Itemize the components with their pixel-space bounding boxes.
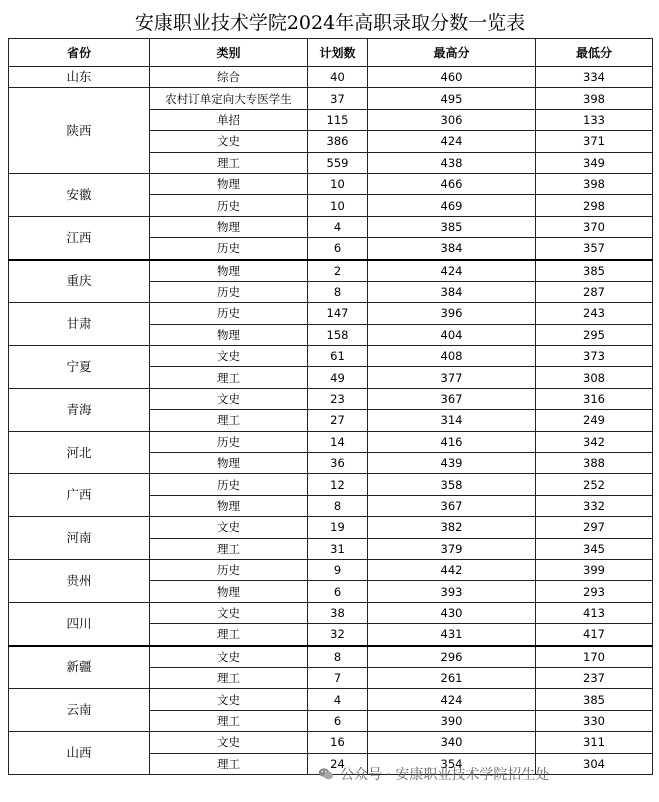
max-score-cell: 384 xyxy=(368,238,536,260)
plan-count-cell: 6 xyxy=(308,581,368,602)
table-row xyxy=(9,559,653,580)
province-cell: 山西 xyxy=(9,732,150,775)
category-cell: 理工 xyxy=(150,753,308,774)
min-score-cell: 298 xyxy=(536,195,653,216)
min-score-cell: 316 xyxy=(536,388,653,409)
min-score-cell: 388 xyxy=(536,453,653,474)
province-cell: 江西 xyxy=(9,216,150,259)
min-score-cell: 349 xyxy=(536,152,653,173)
max-score-cell: 306 xyxy=(368,109,536,130)
min-score-cell: 287 xyxy=(536,281,653,302)
plan-count-cell: 12 xyxy=(308,474,368,495)
province-cell: 四川 xyxy=(9,602,150,645)
table-body xyxy=(9,67,653,775)
min-score-cell: 398 xyxy=(536,173,653,194)
plan-count-cell: 7 xyxy=(308,667,368,688)
table-row xyxy=(9,517,653,538)
table-row xyxy=(9,732,653,753)
max-score-cell: 408 xyxy=(368,346,536,367)
table-row xyxy=(9,88,653,109)
min-score-cell: 311 xyxy=(536,732,653,753)
max-score-cell: 396 xyxy=(368,303,536,324)
table-row xyxy=(9,474,653,495)
max-score-cell: 424 xyxy=(368,260,536,282)
min-score-cell: 370 xyxy=(536,216,653,237)
province-cell: 山东 xyxy=(9,67,150,88)
plan-count-cell: 4 xyxy=(308,689,368,710)
page-title: 安康职业技术学院2024年高职录取分数一览表 xyxy=(134,12,526,34)
min-score-cell: 371 xyxy=(536,131,653,152)
max-score-cell: 382 xyxy=(368,517,536,538)
category-cell: 文史 xyxy=(150,732,308,753)
plan-count-cell: 8 xyxy=(308,495,368,516)
wechat-icon xyxy=(318,766,334,782)
category-cell: 物理 xyxy=(150,173,308,194)
max-score-cell: 296 xyxy=(368,646,536,668)
max-score-cell: 340 xyxy=(368,732,536,753)
province-cell: 河南 xyxy=(9,517,150,560)
plan-count-cell: 2 xyxy=(308,260,368,282)
table-row xyxy=(9,431,653,452)
category-cell: 单招 xyxy=(150,109,308,130)
min-score-cell: 334 xyxy=(536,67,653,88)
max-score-cell: 384 xyxy=(368,281,536,302)
province-cell: 陕西 xyxy=(9,88,150,174)
plan-count-cell: 31 xyxy=(308,538,368,559)
plan-count-cell: 14 xyxy=(308,431,368,452)
min-score-cell: 249 xyxy=(536,410,653,431)
category-cell: 理工 xyxy=(150,667,308,688)
category-cell: 文史 xyxy=(150,689,308,710)
min-score-cell: 385 xyxy=(536,689,653,710)
max-score-cell: 469 xyxy=(368,195,536,216)
category-cell: 物理 xyxy=(150,581,308,602)
table-row xyxy=(9,602,653,623)
table-row xyxy=(9,216,653,237)
category-cell: 理工 xyxy=(150,152,308,173)
category-cell: 综合 xyxy=(150,67,308,88)
plan-count-cell: 40 xyxy=(308,67,368,88)
province-cell: 新疆 xyxy=(9,646,150,689)
province-cell: 安徽 xyxy=(9,173,150,216)
table-row xyxy=(9,646,653,668)
min-score-cell: 385 xyxy=(536,260,653,282)
category-cell: 历史 xyxy=(150,281,308,302)
plan-count-cell: 8 xyxy=(308,281,368,302)
category-cell: 文史 xyxy=(150,346,308,367)
min-score-cell: 330 xyxy=(536,710,653,731)
max-score-cell: 442 xyxy=(368,559,536,580)
max-score-cell: 439 xyxy=(368,453,536,474)
table-row xyxy=(9,689,653,710)
min-score-cell: 332 xyxy=(536,495,653,516)
plan-count-cell: 61 xyxy=(308,346,368,367)
plan-count-cell: 24 xyxy=(308,753,368,774)
plan-count-cell: 147 xyxy=(308,303,368,324)
category-cell: 物理 xyxy=(150,216,308,237)
plan-count-cell: 38 xyxy=(308,602,368,623)
min-score-cell: 399 xyxy=(536,559,653,580)
min-score-cell: 345 xyxy=(536,538,653,559)
score-table xyxy=(8,38,653,775)
plan-count-cell: 9 xyxy=(308,559,368,580)
province-cell: 青海 xyxy=(9,388,150,431)
table-row xyxy=(9,303,653,324)
min-score-cell: 342 xyxy=(536,431,653,452)
category-cell: 历史 xyxy=(150,303,308,324)
max-score-cell: 431 xyxy=(368,624,536,646)
province-cell: 宁夏 xyxy=(9,346,150,389)
category-cell: 文史 xyxy=(150,388,308,409)
province-cell: 贵州 xyxy=(9,559,150,602)
header-max-score: 最高分 xyxy=(368,39,536,67)
table-row xyxy=(9,346,653,367)
plan-count-cell: 6 xyxy=(308,238,368,260)
max-score-cell: 404 xyxy=(368,324,536,345)
min-score-cell: 295 xyxy=(536,324,653,345)
plan-count-cell: 559 xyxy=(308,152,368,173)
plan-count-cell: 386 xyxy=(308,131,368,152)
min-score-cell: 297 xyxy=(536,517,653,538)
category-cell: 物理 xyxy=(150,495,308,516)
category-cell: 文史 xyxy=(150,517,308,538)
province-cell: 重庆 xyxy=(9,260,150,303)
watermark-text: 公众号 · 安康职业技术学院招生处 xyxy=(340,767,550,783)
category-cell: 文史 xyxy=(150,131,308,152)
plan-count-cell: 4 xyxy=(308,216,368,237)
table-header-row xyxy=(9,39,653,67)
plan-count-cell: 16 xyxy=(308,732,368,753)
max-score-cell: 358 xyxy=(368,474,536,495)
province-cell: 云南 xyxy=(9,689,150,732)
category-cell: 历史 xyxy=(150,195,308,216)
plan-count-cell: 8 xyxy=(308,646,368,668)
category-cell: 农村订单定向大专医学生 xyxy=(150,88,308,109)
max-score-cell: 424 xyxy=(368,131,536,152)
category-cell: 物理 xyxy=(150,453,308,474)
plan-count-cell: 23 xyxy=(308,388,368,409)
plan-count-cell: 158 xyxy=(308,324,368,345)
plan-count-cell: 32 xyxy=(308,624,368,646)
min-score-cell: 398 xyxy=(536,88,653,109)
min-score-cell: 413 xyxy=(536,602,653,623)
table-row xyxy=(9,260,653,282)
min-score-cell: 252 xyxy=(536,474,653,495)
max-score-cell: 466 xyxy=(368,173,536,194)
min-score-cell: 373 xyxy=(536,346,653,367)
min-score-cell: 357 xyxy=(536,238,653,260)
max-score-cell: 430 xyxy=(368,602,536,623)
max-score-cell: 424 xyxy=(368,689,536,710)
plan-count-cell: 49 xyxy=(308,367,368,388)
plan-count-cell: 10 xyxy=(308,173,368,194)
min-score-cell: 308 xyxy=(536,367,653,388)
min-score-cell: 293 xyxy=(536,581,653,602)
min-score-cell: 304 xyxy=(536,753,653,774)
max-score-cell: 367 xyxy=(368,388,536,409)
plan-count-cell: 6 xyxy=(308,710,368,731)
plan-count-cell: 115 xyxy=(308,109,368,130)
category-cell: 文史 xyxy=(150,646,308,668)
table-row xyxy=(9,173,653,194)
plan-count-cell: 10 xyxy=(308,195,368,216)
watermark xyxy=(318,764,658,786)
max-score-cell: 354 xyxy=(368,753,536,774)
max-score-cell: 367 xyxy=(368,495,536,516)
max-score-cell: 438 xyxy=(368,152,536,173)
max-score-cell: 377 xyxy=(368,367,536,388)
category-cell: 理工 xyxy=(150,710,308,731)
header-plan: 计划数 xyxy=(308,39,368,67)
table-row xyxy=(9,67,653,88)
category-cell: 历史 xyxy=(150,559,308,580)
max-score-cell: 385 xyxy=(368,216,536,237)
min-score-cell: 133 xyxy=(536,109,653,130)
plan-count-cell: 36 xyxy=(308,453,368,474)
category-cell: 历史 xyxy=(150,431,308,452)
max-score-cell: 495 xyxy=(368,88,536,109)
plan-count-cell: 37 xyxy=(308,88,368,109)
table-row xyxy=(9,388,653,409)
header-category: 类别 xyxy=(150,39,308,67)
province-cell: 广西 xyxy=(9,474,150,517)
min-score-cell: 417 xyxy=(536,624,653,646)
plan-count-cell: 27 xyxy=(308,410,368,431)
province-cell: 甘肃 xyxy=(9,303,150,346)
province-cell: 河北 xyxy=(9,431,150,474)
category-cell: 理工 xyxy=(150,410,308,431)
category-cell: 文史 xyxy=(150,602,308,623)
category-cell: 理工 xyxy=(150,538,308,559)
min-score-cell: 237 xyxy=(536,667,653,688)
max-score-cell: 314 xyxy=(368,410,536,431)
max-score-cell: 390 xyxy=(368,710,536,731)
plan-count-cell: 19 xyxy=(308,517,368,538)
category-cell: 物理 xyxy=(150,324,308,345)
category-cell: 理工 xyxy=(150,624,308,646)
max-score-cell: 261 xyxy=(368,667,536,688)
max-score-cell: 416 xyxy=(368,431,536,452)
header-province: 省份 xyxy=(9,39,150,67)
max-score-cell: 379 xyxy=(368,538,536,559)
category-cell: 物理 xyxy=(150,260,308,282)
header-min-score: 最低分 xyxy=(536,39,653,67)
category-cell: 历史 xyxy=(150,238,308,260)
category-cell: 理工 xyxy=(150,367,308,388)
min-score-cell: 243 xyxy=(536,303,653,324)
category-cell: 历史 xyxy=(150,474,308,495)
max-score-cell: 393 xyxy=(368,581,536,602)
max-score-cell: 460 xyxy=(368,67,536,88)
min-score-cell: 170 xyxy=(536,646,653,668)
